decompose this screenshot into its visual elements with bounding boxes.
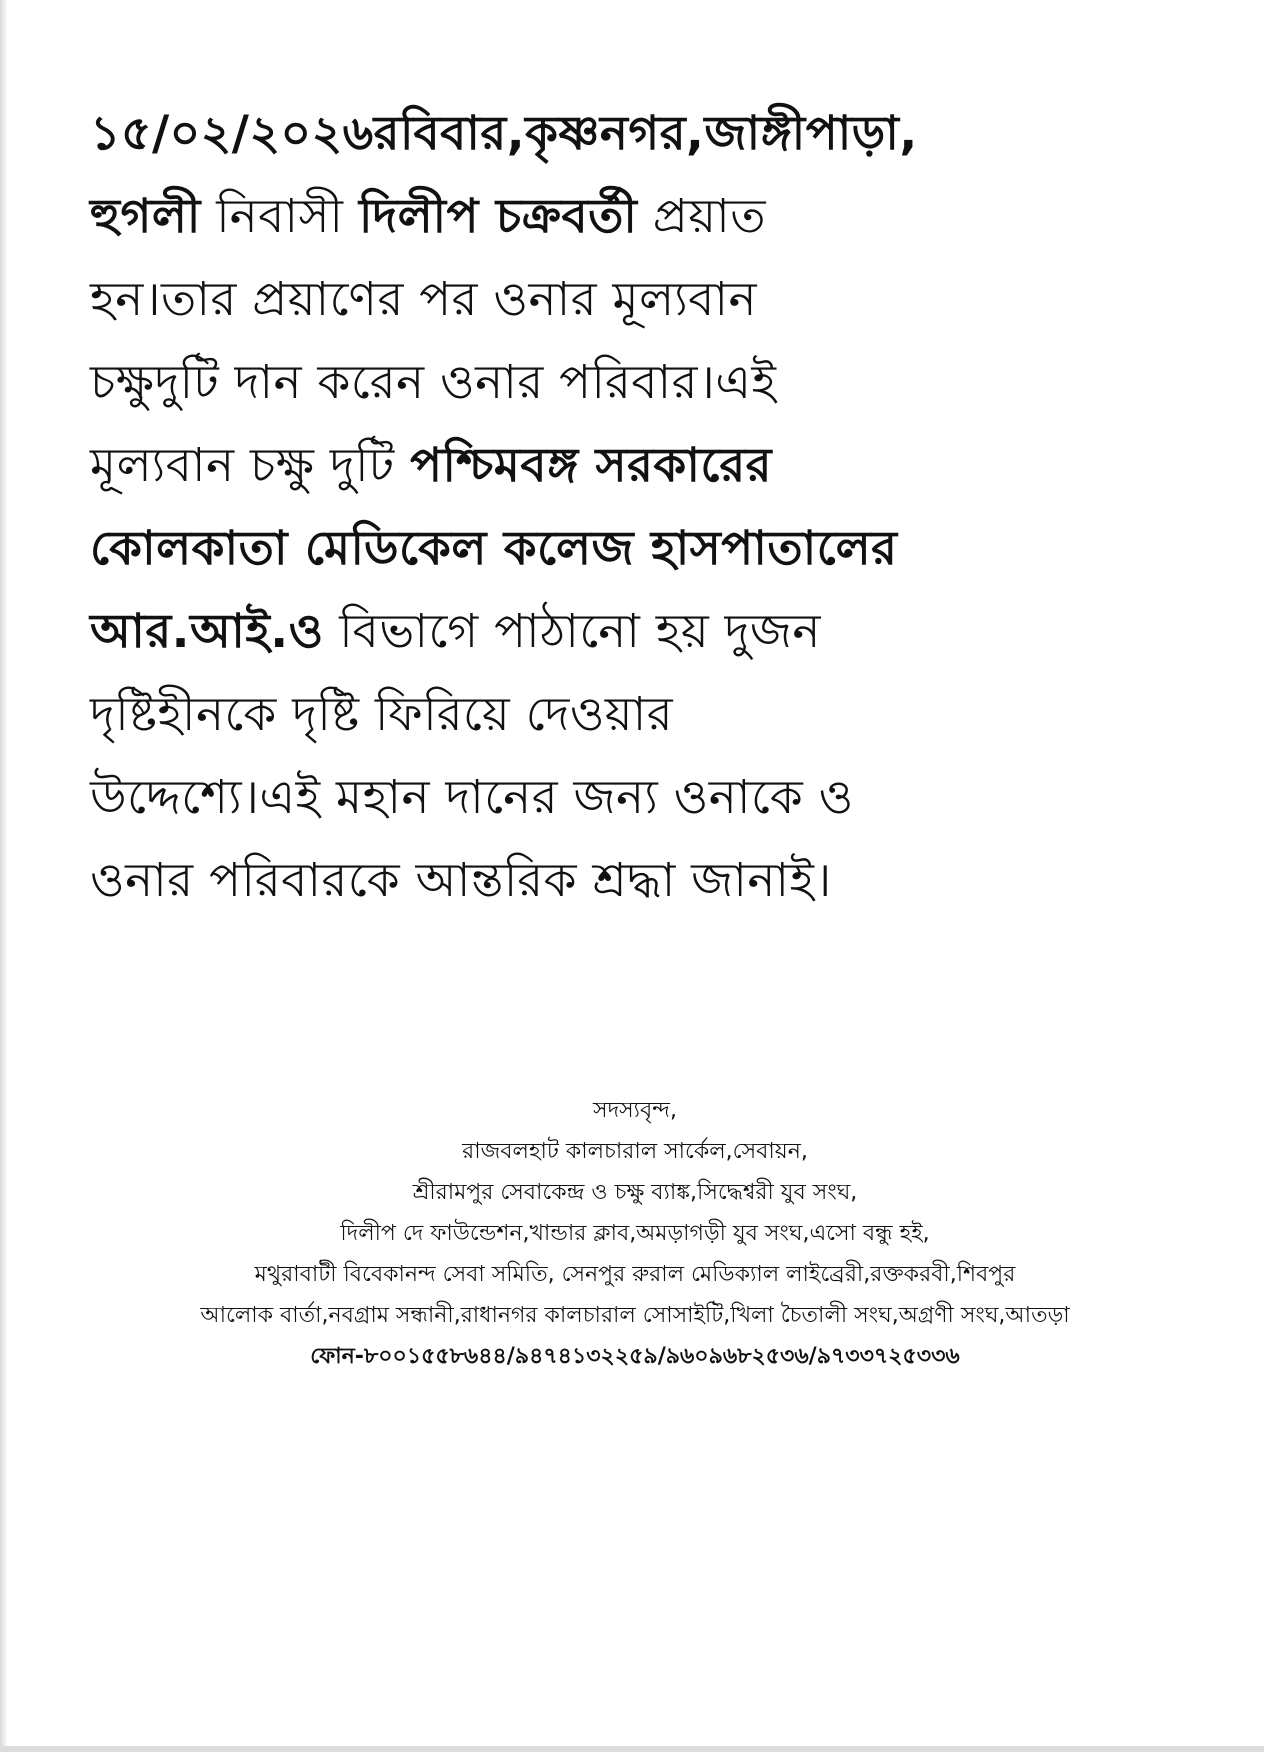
- passed-text: প্রয়াত: [637, 189, 766, 244]
- resident-text: নিবাসী: [200, 189, 359, 244]
- members-line: আলোক বার্তা,নবগ্রাম সন্ধানী,রাধানগর কালচারাল সোসাইটি,খিলা চৈতালী সংঘ,অগ্রণী সংঘ,আতড়া: [200, 1303, 1070, 1328]
- phone-numbers: ফোন-৮০০১৫৫৮৬৪৪/৯৪৭৪১৩২২৫৯/৯৬০৯৬৮২৫৩৬/৯৭৩৩৭২৫৩৩৬: [310, 1344, 960, 1369]
- district: হুগলী: [90, 189, 201, 244]
- notice-text: দৃষ্টিহীনকে দৃষ্টি ফিরিয়ে দেওয়ার: [90, 687, 674, 742]
- notice-text: উদ্দেশ্যে।এই মহান দানের জন্য ওনাকে ও: [90, 770, 854, 825]
- notice-line-2: [90, 175, 1240, 258]
- members-line: শ্রীরামপুর সেবাকেন্দ্র ও চক্ষু ব্যাঙ্ক,সিদ্ধেশ্বরী যুব সংঘ,: [412, 1180, 858, 1205]
- notice-line-1: [90, 92, 1240, 175]
- notice-text: বিভাগে পাঠানো হয় দুজন: [323, 604, 821, 659]
- obituary-notice: [90, 92, 1240, 922]
- notice-text: চক্ষুদুটি দান করেন ওনার পরিবার।এই: [90, 355, 777, 410]
- notice-line-7: [90, 590, 1240, 673]
- notice-text: ওনার পরিবারকে আন্তরিক শ্রদ্ধা জানাই।: [90, 853, 832, 908]
- members-line: মথুরাবাটী বিবেকানন্দ সেবা সমিতি, সেনপুর রুরাল মেডিক্যাল লাইব্রেরী,রক্তকরবী,শিবপুর: [254, 1262, 1016, 1287]
- notice-line-5: [90, 424, 1240, 507]
- hospital-name: কোলকাতা মেডিকেল কলেজ হাসপাতালের: [90, 521, 898, 576]
- government-name: পশ্চিমবঙ্গ সরকারের: [410, 438, 773, 493]
- notice-line-8: [90, 673, 1240, 756]
- notice-line-3: [90, 258, 1240, 341]
- notice-text: মূল্যবান চক্ষু দুটি: [90, 438, 411, 493]
- notice-line-10: [90, 839, 1240, 922]
- date-place: ১৫/০২/২০২৬রবিবার,কৃষ্ণনগর,জাঙ্গীপাড়া,: [90, 106, 918, 161]
- members-line: দিলীপ দে ফাউন্ডেশন,খান্ডার ক্লাব,অমড়াগড়ী যুব সংঘ,এসো বন্ধু হই,: [340, 1221, 930, 1246]
- department-name: আর.আই.ও: [90, 604, 324, 659]
- members-line: রাজবলহাট কালচারাল সার্কেল,সেবায়ন,: [462, 1139, 808, 1164]
- members-heading: সদস্যবৃন্দ,: [593, 1098, 677, 1123]
- members-block: [60, 1090, 1210, 1377]
- page-bottom-edge: [0, 1746, 1264, 1752]
- notice-line-4: [90, 341, 1240, 424]
- notice-line-6: [90, 507, 1240, 590]
- notice-line-9: [90, 756, 1240, 839]
- deceased-name: দিলীপ চক্রবর্তী: [358, 189, 638, 244]
- notice-text: হন।তার প্রয়াণের পর ওনার মূল্যবান: [90, 272, 758, 327]
- page-edge-shadow: [0, 0, 8, 1752]
